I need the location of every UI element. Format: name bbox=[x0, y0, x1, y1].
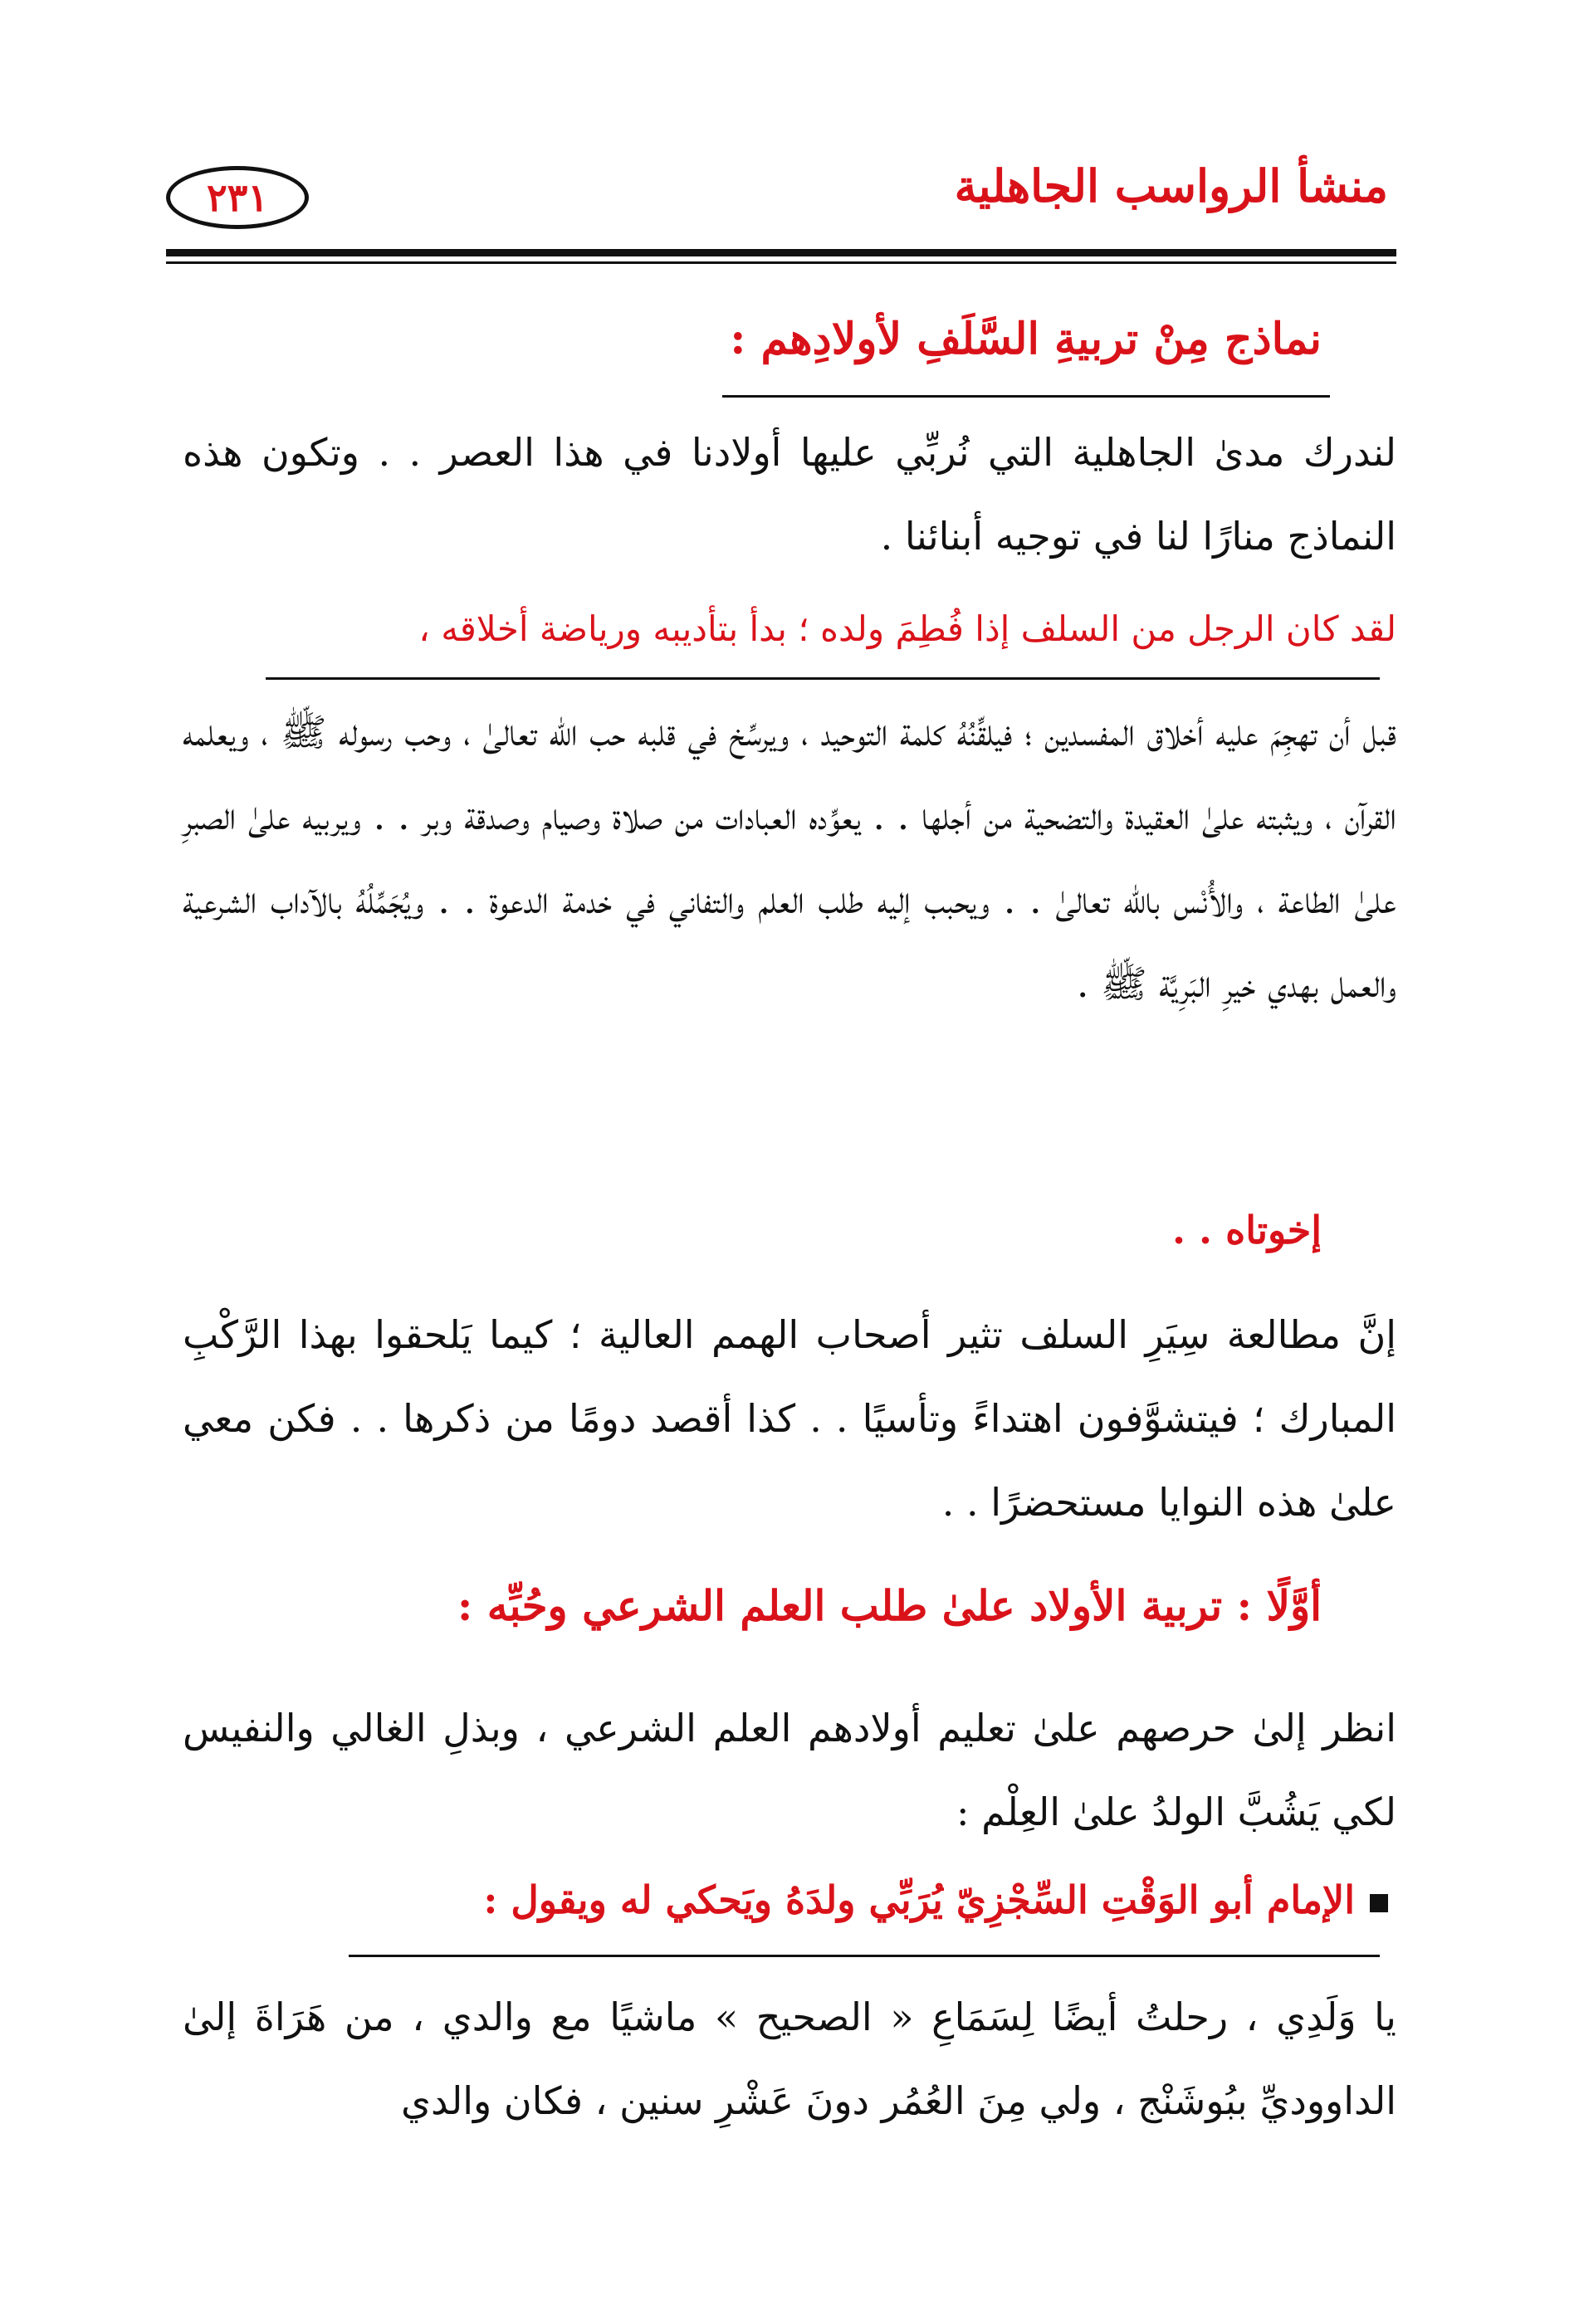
heading-underline bbox=[722, 395, 1330, 398]
page-number-badge bbox=[166, 166, 309, 229]
body-paragraph-knowledge: انظر إلىٰ حرصهم علىٰ تعليم أولادهم العلم الشرعي ، وبذلِ الغالي والنفيس لكي يَشُبَّ الولدُ علىٰ العِلْم : bbox=[183, 1706, 1396, 1834]
section-heading-models: نماذج مِنْ تربيةِ السَّلَفِ لأولادِهم : bbox=[730, 314, 1322, 364]
body-paragraph-salaf: إنَّ مطالعة سِيَرِ السلف تثير أصحاب الهمم العالية ؛ كيما يَلحقوا بهذا الرَّكْبِ المبارك ؛ فيتشوَّفون اهتداءً وتأسيًا . . كذا أقصد دومًا من ذكرها . . فكن معي علىٰ هذه النوايا مستحضرًا . . bbox=[183, 1312, 1396, 1525]
square-bullet-icon bbox=[1370, 1894, 1388, 1912]
section-heading-first: أوَّلًا : تربية الأولاد علىٰ طلب العلم الشرعي وحُبِّه : bbox=[457, 1581, 1322, 1630]
body-paragraph-upbringing: قبل أن تهجِمَ عليه أخلاق المفسدين ؛ فيلقِّنُهُ كلمة التوحيد ، ويرسِّخ في قلبه حب اللّٰه تعالىٰ ، وحب رسوله ﷺ ، ويعلمه القرآن ، ويثبته علىٰ العقيدة والتضحية من أجلها . . يعوِّده العبادات من صلاة وصيام وصدقة وبر . . ويربيه علىٰ الصبرِ علىٰ الطاعة ، والأُنْس باللّٰه تعالىٰ . . ويحبب إليه طلب العلم والتفاني في خدمة الدعوة . . ويُجَمِّلُهُ بالآداب الشرعية والعمل بهدي خيرِ البَرِيَّة ﷺ . bbox=[183, 710, 1396, 1006]
subheading-text: الإمام أبو الوَقْتِ السِّجْزِيّ يُرَبِّي ولدَهُ ويَحكي له ويقول : bbox=[483, 1877, 1355, 1922]
intro-paragraph: لندرك مدىٰ الجاهلية التي نُربِّي عليها أولادنا في هذا العصر . . وتكون هذه النماذج منارًا لنا في توجيه أبنائنا . bbox=[183, 430, 1396, 559]
red-lead-sentence: لقد كان الرجل من السلف إذا فُطِمَ ولده ؛ بدأ بتأديبه ورياضة أخلاقه ، bbox=[418, 608, 1396, 649]
body-paragraph-quote: يا وَلَدِي ، رحلتُ أيضًا لِسَمَاعِ « الصحيح » ماشيًا مع والدي ، من هَرَاةَ إلىٰ الداووديِّ ببُوشَنْج ، ولي مِنَ العُمُر دونَ عَشْرِ سنين ، فكان والدي bbox=[183, 1994, 1396, 2123]
header-rule bbox=[166, 249, 1396, 256]
page-number: ٢٣١ bbox=[206, 175, 269, 220]
subheading-underline bbox=[349, 1955, 1380, 1957]
header-rule-thin bbox=[166, 261, 1396, 264]
running-header-title: منشأ الرواسب الجاهلية bbox=[954, 159, 1388, 212]
lead-underline bbox=[266, 677, 1380, 680]
section-heading-brothers: إخوتاه . . bbox=[1172, 1208, 1322, 1252]
subheading-abu-alwaqt bbox=[483, 1877, 1388, 1922]
